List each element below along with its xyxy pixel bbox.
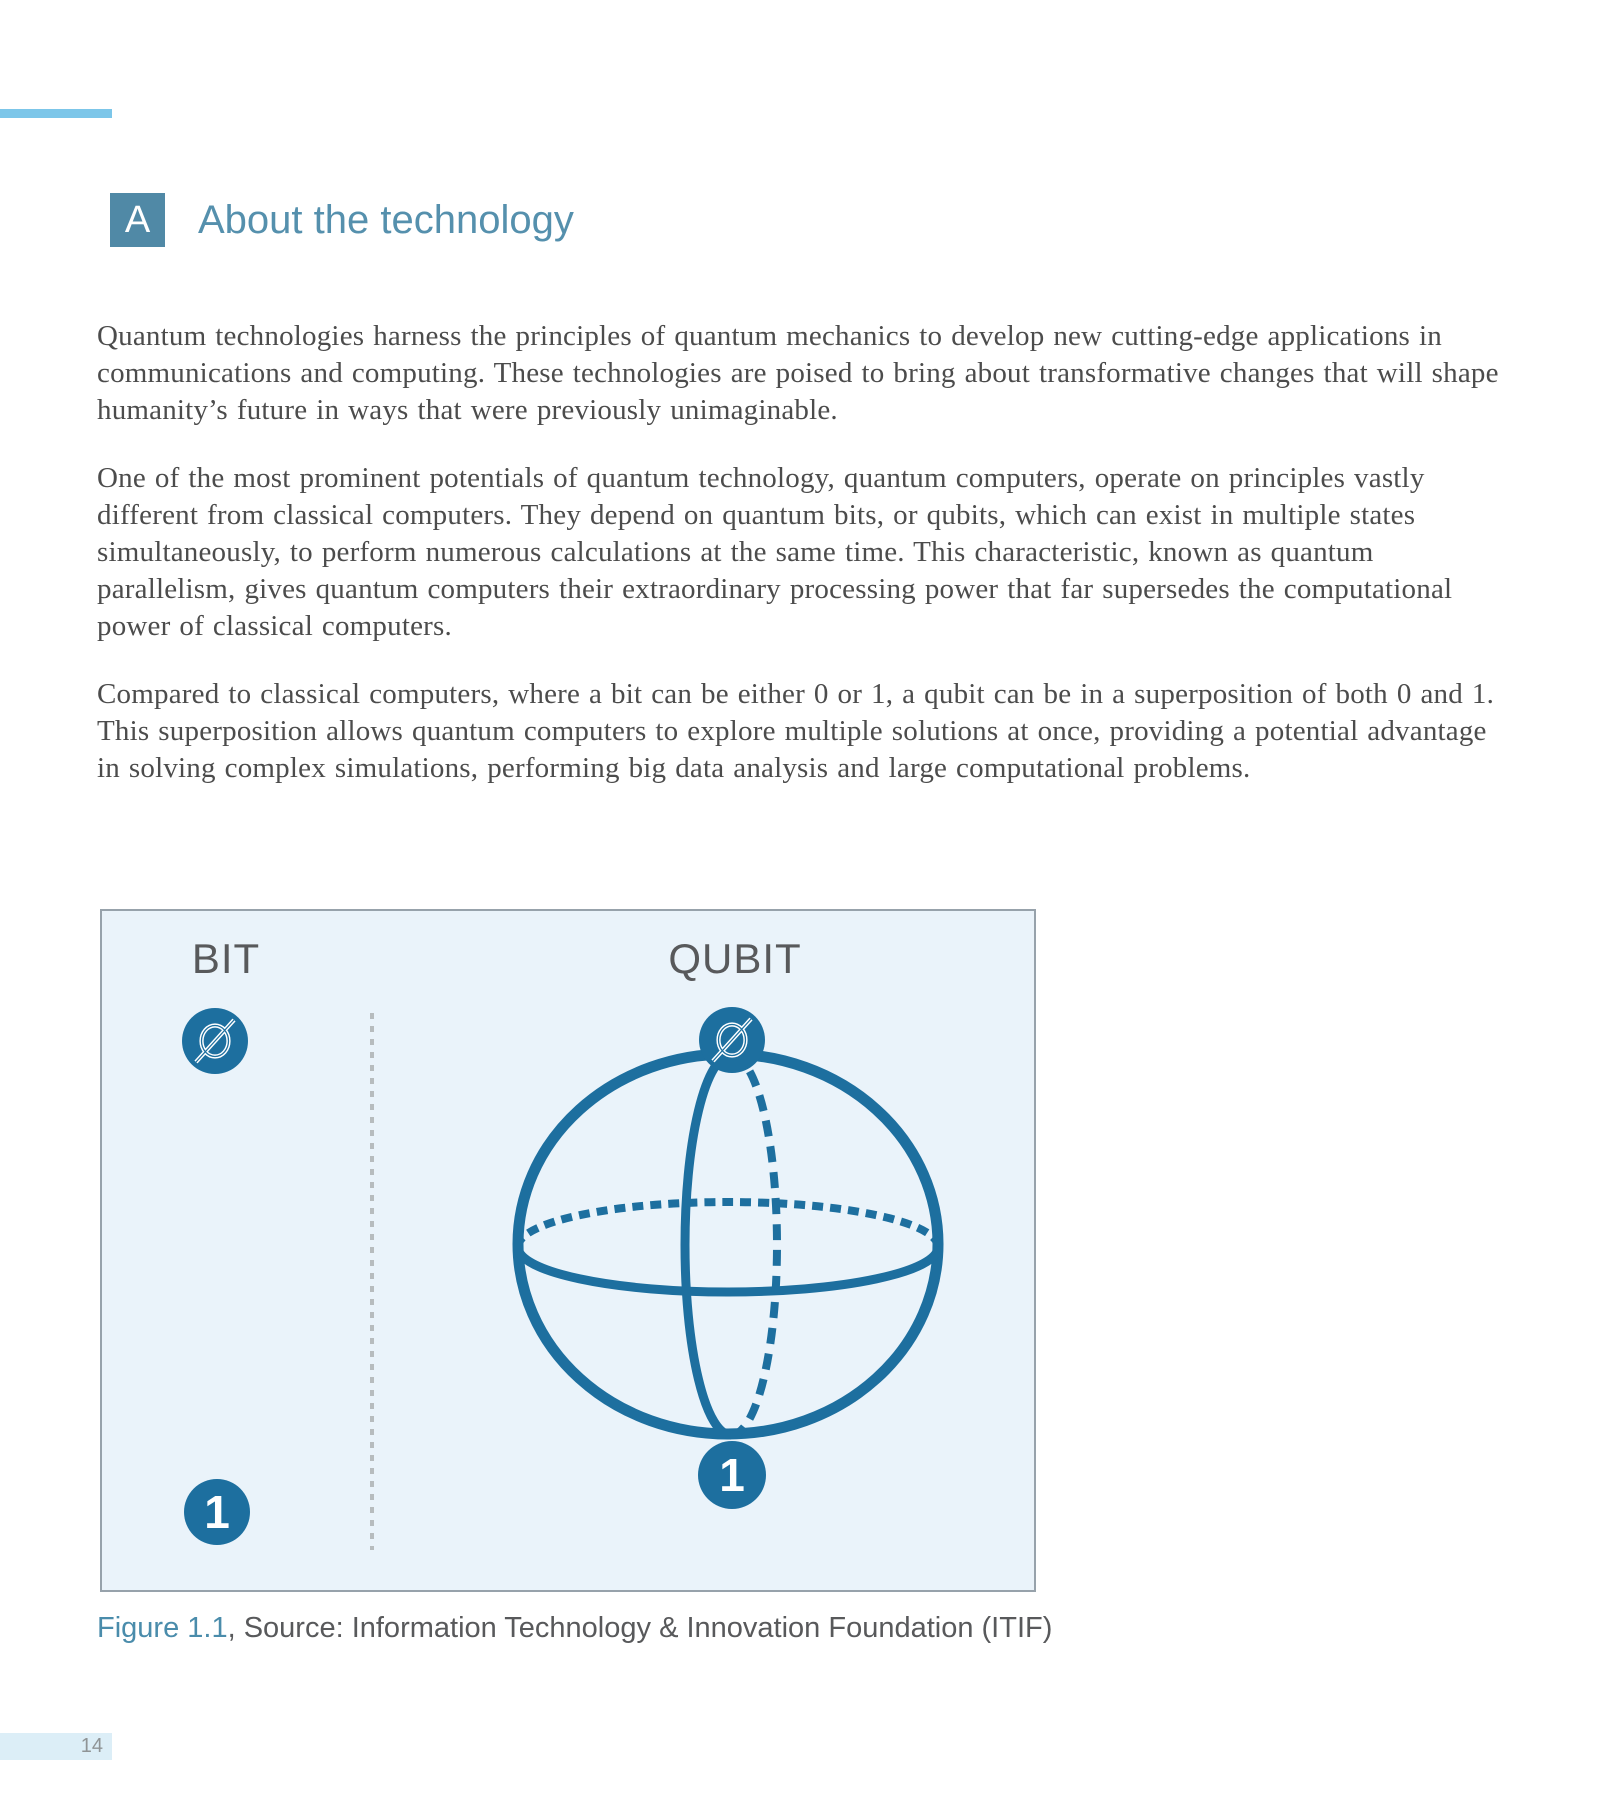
equator-front-solid-arc: [518, 1247, 938, 1292]
meridian-front-solid-arc: [685, 1055, 731, 1435]
svg-text:1: 1: [719, 1449, 745, 1501]
section-letter-badge: [110, 193, 165, 247]
paragraph-3: Compared to classical computers, where a bit can be either 0 or 1, a qubit can be in a superposition of both 0 and 1. This superposition allows quantum computers to explore multiple solutions at once, providing a potential advantage in solving complex simulations, performing big data analysis and large computational problems.: [97, 678, 1495, 784]
bit-one-badge: [184, 1479, 250, 1545]
top-accent-bar: [0, 109, 112, 118]
bit-qubit-diagram: [100, 909, 1036, 1592]
meridian-back-dashed-arc: [731, 1055, 777, 1435]
body-text: [97, 318, 1505, 818]
paragraph-1: Quantum technologies harness the principles of quantum mechanics to develop new cutting-edge applications in communications and computing. These technologies are poised to bring about transformative changes that will shape humanity’s future in ways that were previously unimaginable.: [97, 320, 1499, 426]
section-letter: A: [124, 198, 151, 241]
qubit-one-badge: [698, 1441, 766, 1509]
figure-panel: [100, 909, 1036, 1592]
page-number-bar: [0, 1733, 112, 1760]
qubit-zero-badge: [699, 1007, 765, 1073]
caption-source-text: , Source: Information Technology & Innovation Foundation (ITIF): [227, 1612, 1053, 1644]
equator-back-dashed-arc: [518, 1202, 938, 1247]
paragraph-2: One of the most prominent potentials of quantum technology, quantum computers, operate on principles vastly different from classical computers. They depend on quantum bits, or qubits, which can exist in multiple states simultaneously, to perform numerous calculations at the same time. This characteristic, known as quantum parallelism, gives quantum computers their extraordinary processing power that far supersedes the computational power of classical computers.: [97, 462, 1453, 642]
page-number: 14: [80, 1735, 103, 1757]
figure-caption: [97, 1612, 1052, 1645]
svg-text:1: 1: [204, 1486, 230, 1538]
bit-zero-badge: [182, 1008, 248, 1074]
bit-column-label: BIT: [191, 935, 261, 982]
figure-reference-link[interactable]: Figure 1.1: [97, 1612, 228, 1644]
section-header: [110, 193, 574, 247]
bloch-sphere-outline: [518, 1054, 938, 1434]
qubit-column-label: QUBIT: [668, 935, 802, 982]
page-title: About the technology: [198, 197, 574, 242]
